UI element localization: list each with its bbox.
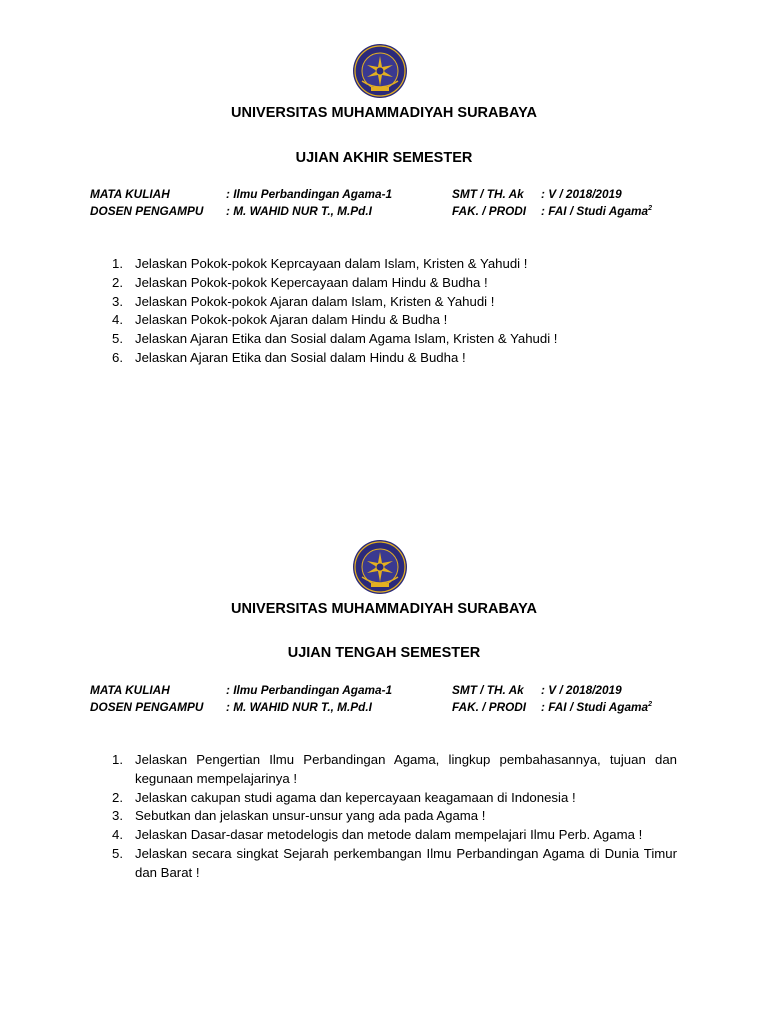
question-text: Jelaskan Pokok-pokok Ajaran dalam Islam, Kristen & Yahudi ! <box>135 293 495 309</box>
question-number: 4. <box>112 827 123 843</box>
faculty-value-text: : FAI / Studi Agama <box>541 204 649 218</box>
question-text: Jelaskan cakupan studi agama dan kepercayaan keagamaan di Indonesia ! <box>135 789 576 805</box>
question-item <box>0 293 677 312</box>
meta-row-course <box>90 187 690 203</box>
question-text: Jelaskan Pokok-pokok Keprcayaan dalam Islam, Kristen & Yahudi ! <box>135 256 528 271</box>
university-name: UNIVERSITAS MUHAMMADIYAH SURABAYA <box>231 601 537 617</box>
question-number: 1. <box>112 752 123 767</box>
semester-value: : V / 2018/2019 <box>541 187 622 201</box>
question-text: Sebutkan dan jelaskan unsur-unsur yang ada pada Agama ! <box>135 808 486 824</box>
semester-value: : V / 2018/2019 <box>541 683 622 697</box>
semester-label: SMT / TH. Ak <box>452 187 524 201</box>
question-item <box>0 826 677 845</box>
question-list <box>0 751 768 883</box>
question-text: Jelaskan Pokok-pokok Kepercayaan dalam Hindu & Budha ! <box>135 274 488 290</box>
question-item <box>0 311 677 330</box>
faculty-label: FAK. / PRODI <box>452 204 527 218</box>
question-text: Jelaskan Ajaran Etika dan Sosial dalam Hindu & Budha ! <box>135 349 466 365</box>
question-text: Jelaskan Pengertian Ilmu Perbandingan Agama, lingkup pembahasannya, tujuan dan kegunaan mempelajarinya ! <box>135 752 677 786</box>
lecturer-value: : M. WAHID NUR T., M.Pd.I <box>226 700 372 714</box>
exam-title: UJIAN TENGAH SEMESTER <box>287 645 481 661</box>
lecturer-label: DOSEN PENGAMPU <box>90 204 204 218</box>
exam-sheet-1 <box>0 0 768 500</box>
university-logo-icon <box>352 539 408 595</box>
question-number: 5. <box>112 331 123 347</box>
faculty-superscript: 2 <box>648 701 652 708</box>
question-text: Jelaskan secara singkat Sejarah perkembangan Ilmu Perbandingan Agama di Dunia Timur dan Barat ! <box>135 845 677 880</box>
faculty-value <box>541 204 652 218</box>
faculty-superscript: 2 <box>648 205 652 212</box>
meta-row-course <box>90 683 690 699</box>
question-number: 5. <box>112 845 123 861</box>
question-text: Jelaskan Pokok-pokok Ajaran dalam Hindu & Budha ! <box>135 312 448 328</box>
question-number: 6. <box>112 349 123 365</box>
question-number: 2. <box>112 789 123 805</box>
course-value: : Ilmu Perbandingan Agama-1 <box>226 683 393 697</box>
meta-row-lecturer <box>90 204 690 220</box>
question-text: Jelaskan Ajaran Etika dan Sosial dalam Agama Islam, Kristen & Yahudi ! <box>135 331 558 347</box>
faculty-value <box>541 700 652 714</box>
faculty-value-text: : FAI / Studi Agama <box>541 700 649 714</box>
question-item <box>0 255 677 274</box>
question-item <box>0 807 677 826</box>
question-list <box>0 255 768 368</box>
exam-title: UJIAN AKHIR SEMESTER <box>295 150 473 166</box>
question-item <box>0 330 677 349</box>
university-name: UNIVERSITAS MUHAMMADIYAH SURABAYA <box>231 105 537 121</box>
question-number: 4. <box>112 312 123 328</box>
semester-label: SMT / TH. Ak <box>452 683 524 697</box>
question-item <box>0 349 677 368</box>
question-item <box>0 789 677 808</box>
course-label: MATA KULIAH <box>90 187 170 201</box>
exam-sheet-2 <box>0 496 768 1024</box>
question-number: 3. <box>112 293 123 309</box>
question-number: 1. <box>112 256 123 271</box>
university-logo-icon <box>352 43 408 99</box>
course-value: : Ilmu Perbandingan Agama-1 <box>226 187 393 201</box>
lecturer-value: : M. WAHID NUR T., M.Pd.I <box>226 204 372 218</box>
question-text: Jelaskan Dasar-dasar metodelogis dan metode dalam mempelajari Ilmu Perb. Agama ! <box>135 827 643 843</box>
question-item <box>0 845 677 883</box>
faculty-label: FAK. / PRODI <box>452 700 527 714</box>
question-item <box>0 274 677 293</box>
lecturer-label: DOSEN PENGAMPU <box>90 700 204 714</box>
question-number: 3. <box>112 808 123 824</box>
course-label: MATA KULIAH <box>90 683 170 697</box>
question-item <box>0 751 677 789</box>
question-number: 2. <box>112 274 123 290</box>
meta-row-lecturer <box>90 700 690 716</box>
